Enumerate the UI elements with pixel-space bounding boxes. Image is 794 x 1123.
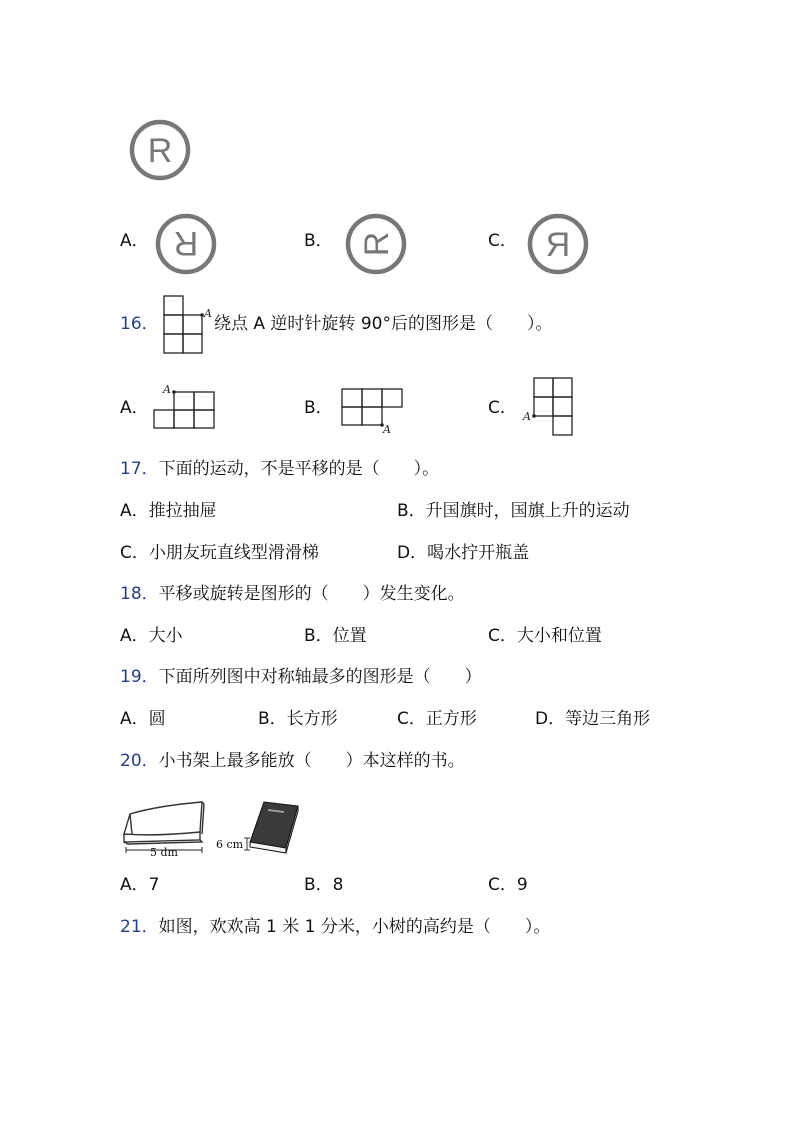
q19-option-c[interactable] <box>397 708 477 730</box>
q16-option-b-label[interactable]: B． <box>304 398 333 418</box>
q15-stem-letter: R <box>147 132 173 170</box>
q16-option-a-label[interactable]: A． <box>120 398 149 418</box>
q18-option-c-text: 大小和位置 <box>516 626 602 646</box>
q16-option-a-point: A <box>163 383 171 396</box>
q16-option-b-point: A <box>383 423 391 436</box>
q15-option-b-symbol[interactable] <box>344 212 408 276</box>
q19-text: 下面所列图中对称轴最多的图形是（ ） <box>158 667 482 687</box>
q20-option-a-label: A． <box>120 875 149 895</box>
q17-option-d-text: 喝水拧开瓶盖 <box>427 543 530 563</box>
q19-option-d-text: 等边三角形 <box>565 709 651 729</box>
q17-option-b-text: 升国旗时，国旗上升的运动 <box>425 501 630 521</box>
q15-option-c-symbol[interactable] <box>526 212 590 276</box>
q17-option-b-label: B． <box>397 501 426 521</box>
q16-text: 绕点 A 逆时针旋转 90°后的图形是（ ）。 <box>214 314 553 334</box>
q18-option-c-label: C． <box>488 626 517 646</box>
q17-number: 17． <box>120 459 159 479</box>
q20-option-c-text: 9 <box>516 875 528 895</box>
q15-stem-symbol <box>128 118 192 182</box>
q18-option-a[interactable] <box>120 625 183 647</box>
q16-number: 16． <box>120 314 159 334</box>
q19-option-a-text: 圆 <box>148 709 166 729</box>
q19-option-b[interactable] <box>258 708 338 730</box>
q19-number: 19． <box>120 667 159 687</box>
q19-option-a[interactable] <box>120 708 166 730</box>
q18-question <box>120 583 465 605</box>
q18-option-a-label: A． <box>120 626 149 646</box>
q20-option-a-text: 7 <box>148 875 160 895</box>
q19-option-b-label: B． <box>258 709 287 729</box>
q15-option-c-letter: R <box>545 226 571 264</box>
q20-book-figure <box>214 798 306 856</box>
q17-option-c-text: 小朋友玩直线型滑滑梯 <box>148 543 319 563</box>
q15-option-a-label[interactable]: A． <box>120 231 149 251</box>
q20-shelf-label: 5 dm <box>150 846 178 859</box>
q16-option-a-figure[interactable] <box>150 382 222 436</box>
q17-option-d-label: D． <box>397 543 428 563</box>
q18-option-a-text: 大小 <box>148 626 183 646</box>
q19-option-b-text: 长方形 <box>286 709 338 729</box>
q21-question <box>120 916 550 938</box>
q16-option-c-label[interactable]: C． <box>488 398 517 418</box>
q20-bookshelf-figure <box>120 790 212 860</box>
q20-option-a[interactable] <box>120 874 159 896</box>
q20-number: 20． <box>120 751 159 771</box>
q17-option-a-text: 推拉抽屉 <box>148 501 217 521</box>
q17-option-c[interactable] <box>120 542 319 564</box>
q17-question <box>120 458 439 480</box>
q17-option-a-label: A． <box>120 501 149 521</box>
q20-option-b[interactable] <box>304 874 344 896</box>
q16-option-c-point: A <box>523 410 531 423</box>
q19-question <box>120 666 482 688</box>
q20-book-label: 6 cm <box>216 838 244 851</box>
q16-grid-figure <box>160 294 220 356</box>
q19-option-a-label: A． <box>120 709 149 729</box>
q15-option-a-symbol[interactable] <box>154 212 218 276</box>
q15-option-b-label[interactable]: B． <box>304 231 333 251</box>
q18-option-c[interactable] <box>488 625 602 647</box>
q15-option-c-label[interactable]: C． <box>488 231 517 251</box>
q20-option-b-text: 8 <box>332 875 344 895</box>
q19-option-c-text: 正方形 <box>425 709 477 729</box>
q19-option-d-label: D． <box>535 709 566 729</box>
q15-option-a-letter: R <box>173 224 199 262</box>
q18-number: 18． <box>120 584 159 604</box>
q18-option-b[interactable] <box>304 625 367 647</box>
q20-question <box>120 750 465 772</box>
q19-option-d[interactable] <box>535 708 650 730</box>
q17-option-b[interactable] <box>397 500 630 522</box>
q16-option-b-figure[interactable] <box>338 384 410 436</box>
q20-option-b-label: B． <box>304 875 333 895</box>
q19-option-c-label: C． <box>397 709 426 729</box>
q18-text: 平移或旋转是图形的（ ）发生变化。 <box>158 584 465 604</box>
q17-option-d[interactable] <box>397 542 529 564</box>
q17-option-a[interactable] <box>120 500 217 522</box>
q16-point-a: A <box>204 307 212 320</box>
q21-text: 如图，欢欢高 1 米 1 分米，小树的高约是（ ）。 <box>158 917 551 937</box>
q20-text: 小书架上最多能放（ ）本这样的书。 <box>158 751 465 771</box>
q15-option-b-letter: R <box>358 231 396 257</box>
q20-option-c[interactable] <box>488 874 528 896</box>
q21-number: 21． <box>120 917 159 937</box>
q16-option-c-figure[interactable] <box>520 374 580 440</box>
q17-text: 下面的运动，不是平移的是（ ）。 <box>158 459 440 479</box>
q18-option-b-text: 位置 <box>332 626 367 646</box>
q18-option-b-label: B． <box>304 626 333 646</box>
q20-option-c-label: C． <box>488 875 517 895</box>
q17-option-c-label: C． <box>120 543 149 563</box>
